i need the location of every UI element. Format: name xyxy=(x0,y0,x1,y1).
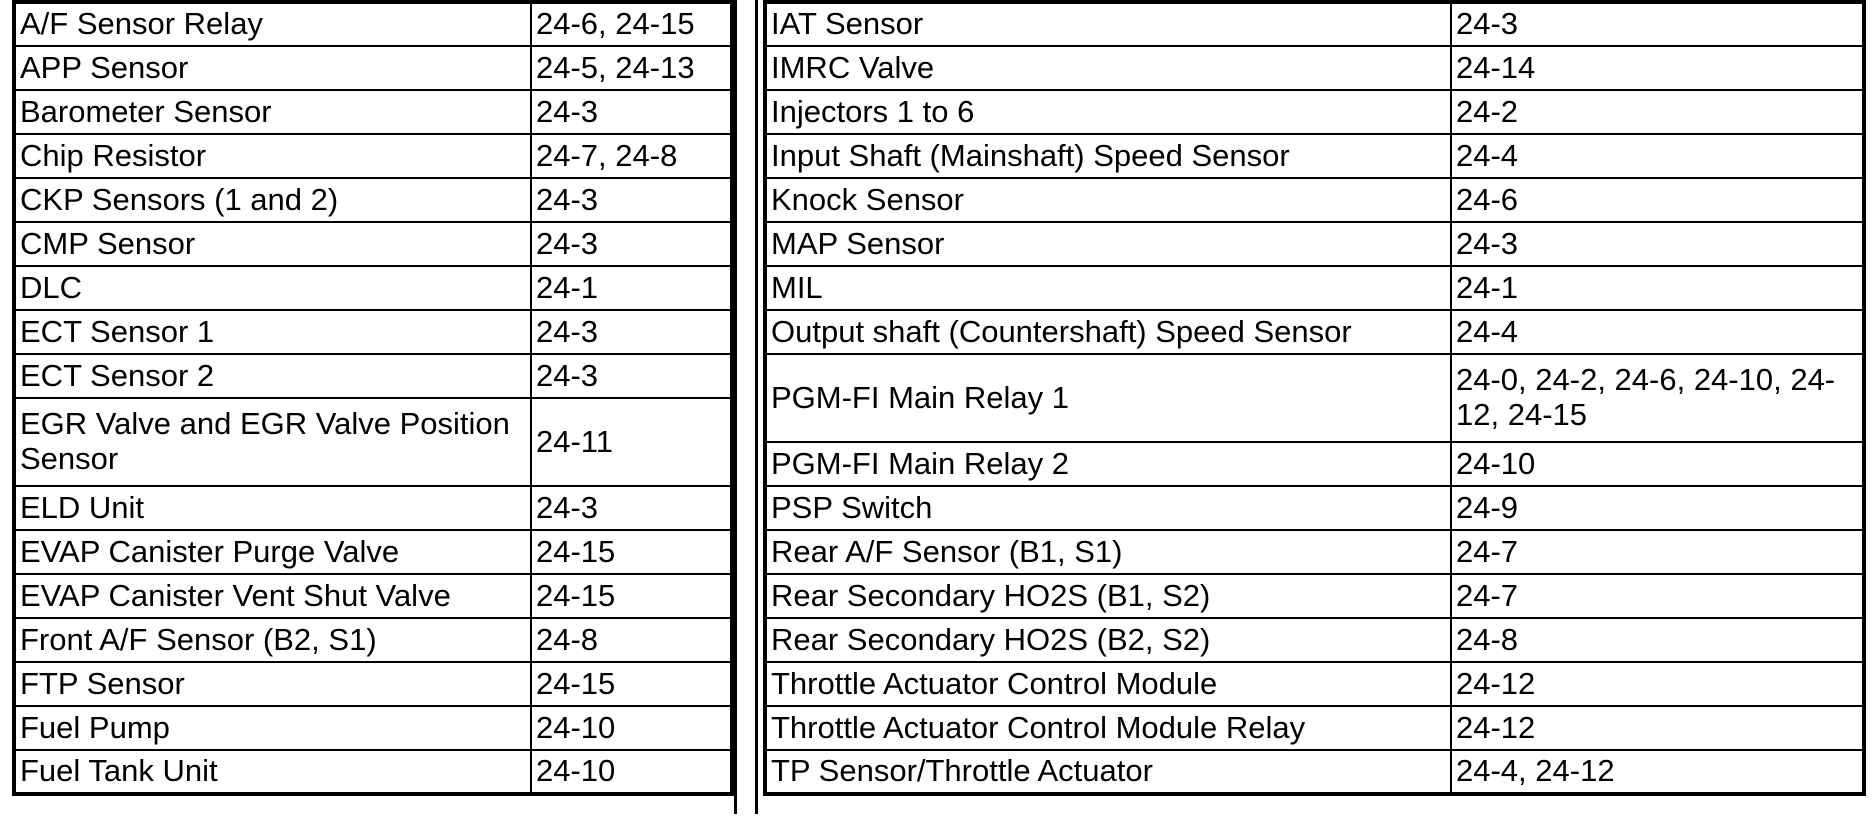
component-name-cell: Front A/F Sensor (B2, S1) xyxy=(14,618,531,662)
page-reference-cell: 24-15 xyxy=(531,662,732,706)
page-reference-cell: 24-3 xyxy=(1451,2,1864,46)
component-name-cell: FTP Sensor xyxy=(14,662,531,706)
page-reference-cell: 24-2 xyxy=(1451,90,1864,134)
component-name-cell: PSP Switch xyxy=(765,486,1451,530)
table-row xyxy=(14,662,732,706)
table-row xyxy=(14,750,732,794)
page-reference-cell: 24-1 xyxy=(1451,266,1864,310)
component-name-cell: Throttle Actuator Control Module xyxy=(765,662,1451,706)
table-row xyxy=(765,750,1864,794)
page-reference-cell: 24-6, 24-15 xyxy=(531,2,732,46)
component-name-cell: TP Sensor/Throttle Actuator xyxy=(765,750,1451,794)
component-name-cell: Knock Sensor xyxy=(765,178,1451,222)
page-reference-cell: 24-3 xyxy=(531,222,732,266)
component-name-cell: ECT Sensor 2 xyxy=(14,354,531,398)
page-reference-cell: 24-5, 24-13 xyxy=(531,46,732,90)
component-name-cell: EGR Valve and EGR Valve Position Sensor xyxy=(14,398,531,486)
component-name-cell: CKP Sensors (1 and 2) xyxy=(14,178,531,222)
table-row xyxy=(765,222,1864,266)
page-reference-cell: 24-3 xyxy=(531,354,732,398)
page-reference-cell: 24-12 xyxy=(1451,706,1864,750)
table-row xyxy=(765,134,1864,178)
page-reference-cell: 24-3 xyxy=(531,90,732,134)
left-table-body xyxy=(14,2,732,794)
page-reference-cell: 24-8 xyxy=(1451,618,1864,662)
component-name-cell: ECT Sensor 1 xyxy=(14,310,531,354)
page-reference-cell: 24-9 xyxy=(1451,486,1864,530)
table-row xyxy=(14,2,732,46)
component-name-cell: PGM-FI Main Relay 1 xyxy=(765,354,1451,442)
table-row xyxy=(14,90,732,134)
page-reference-cell: 24-3 xyxy=(531,178,732,222)
table-row xyxy=(765,266,1864,310)
page-reference-cell: 24-10 xyxy=(1451,442,1864,486)
table-row xyxy=(765,662,1864,706)
component-name-cell: DLC xyxy=(14,266,531,310)
table-row xyxy=(14,266,732,310)
table-row xyxy=(765,618,1864,662)
table-row xyxy=(14,46,732,90)
component-name-cell: CMP Sensor xyxy=(14,222,531,266)
page-reference-cell: 24-11 xyxy=(531,398,732,486)
page-reference-cell: 24-3 xyxy=(531,486,732,530)
table-row xyxy=(14,398,732,486)
right-table-body xyxy=(765,2,1864,794)
component-index-table-right xyxy=(763,0,1866,796)
component-name-cell: Input Shaft (Mainshaft) Speed Sensor xyxy=(765,134,1451,178)
component-name-cell: EVAP Canister Vent Shut Valve xyxy=(14,574,531,618)
page-reference-cell: 24-3 xyxy=(1451,222,1864,266)
table-row xyxy=(14,486,732,530)
page-reference-cell: 24-7, 24-8 xyxy=(531,134,732,178)
table-row xyxy=(765,486,1864,530)
page-reference-cell: 24-6 xyxy=(1451,178,1864,222)
component-name-cell: IMRC Valve xyxy=(765,46,1451,90)
page-reference-cell: 24-7 xyxy=(1451,574,1864,618)
table-row xyxy=(765,46,1864,90)
table-row xyxy=(14,574,732,618)
component-index-table-left xyxy=(12,0,734,796)
page-reference-cell: 24-12 xyxy=(1451,662,1864,706)
table-row xyxy=(14,706,732,750)
page-reference-cell: 24-10 xyxy=(531,750,732,794)
table-row xyxy=(765,530,1864,574)
table-row xyxy=(765,574,1864,618)
component-name-cell: IAT Sensor xyxy=(765,2,1451,46)
page-reference-cell: 24-7 xyxy=(1451,530,1864,574)
component-name-cell: ELD Unit xyxy=(14,486,531,530)
component-name-cell: APP Sensor xyxy=(14,46,531,90)
page-reference-cell: 24-4 xyxy=(1451,310,1864,354)
table-row xyxy=(14,530,732,574)
table-row xyxy=(14,354,732,398)
page-reference-cell: 24-4, 24-12 xyxy=(1451,750,1864,794)
page-reference-cell: 24-1 xyxy=(531,266,732,310)
component-name-cell: Rear A/F Sensor (B1, S1) xyxy=(765,530,1451,574)
component-name-cell: A/F Sensor Relay xyxy=(14,2,531,46)
component-name-cell: Rear Secondary HO2S (B2, S2) xyxy=(765,618,1451,662)
component-name-cell: PGM-FI Main Relay 2 xyxy=(765,442,1451,486)
table-row xyxy=(765,354,1864,442)
page-reference-cell: 24-0, 24-2, 24-6, 24-10, 24-12, 24-15 xyxy=(1451,354,1864,442)
component-name-cell: Throttle Actuator Control Module Relay xyxy=(765,706,1451,750)
table-row xyxy=(765,706,1864,750)
component-name-cell: Fuel Pump xyxy=(14,706,531,750)
page-reference-cell: 24-15 xyxy=(531,530,732,574)
table-row xyxy=(14,178,732,222)
page-reference-cell: 24-4 xyxy=(1451,134,1864,178)
component-name-cell: MIL xyxy=(765,266,1451,310)
component-name-cell: MAP Sensor xyxy=(765,222,1451,266)
page-reference-cell: 24-8 xyxy=(531,618,732,662)
page-reference-cell: 24-3 xyxy=(531,310,732,354)
component-name-cell: Chip Resistor xyxy=(14,134,531,178)
table-row xyxy=(765,310,1864,354)
page-reference-cell: 24-10 xyxy=(531,706,732,750)
table-row xyxy=(765,2,1864,46)
table-row xyxy=(14,618,732,662)
column-divider xyxy=(734,0,758,814)
table-row xyxy=(14,222,732,266)
table-row xyxy=(765,90,1864,134)
component-name-cell: Barometer Sensor xyxy=(14,90,531,134)
page-reference-cell: 24-14 xyxy=(1451,46,1864,90)
table-row xyxy=(765,178,1864,222)
page-reference-cell: 24-15 xyxy=(531,574,732,618)
component-name-cell: Output shaft (Countershaft) Speed Sensor xyxy=(765,310,1451,354)
component-name-cell: Fuel Tank Unit xyxy=(14,750,531,794)
component-name-cell: Injectors 1 to 6 xyxy=(765,90,1451,134)
table-row xyxy=(14,310,732,354)
component-name-cell: EVAP Canister Purge Valve xyxy=(14,530,531,574)
component-name-cell: Rear Secondary HO2S (B1, S2) xyxy=(765,574,1451,618)
table-row xyxy=(14,134,732,178)
table-row xyxy=(765,442,1864,486)
